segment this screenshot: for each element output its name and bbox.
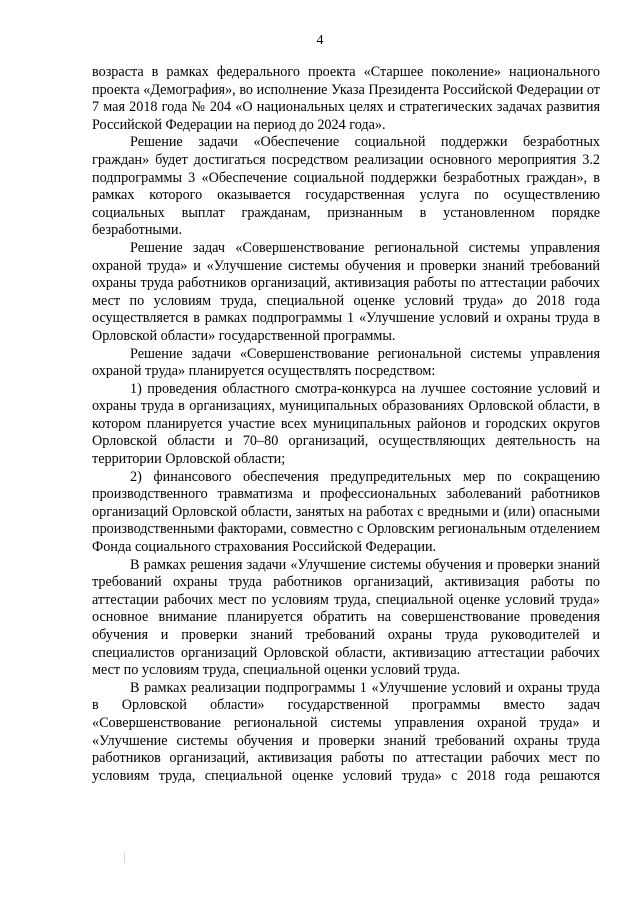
list-item-paragraph: 2) финансового обеспечения предупредительных мер по сокращению производственного травматизма и профессиональных заболеваний работников организаций Орловской области, занятых на работах с вредными и (или) опасными производственными факторами, совместно с Орловским региональным отделением Фонда социального страхования Российской Федерации. xyxy=(92,468,600,556)
paragraph: В рамках реализации подпрограммы 1 «Улучшение условий и охраны труда в Орловской области» государственной программы вместо задач «Совершенствование региональной системы управления охраной труда» и «Улучшение системы обучения и проверки знаний требований охраны труда работников организаций, активизация работы по аттестации рабочих мест по условиям труда, специальной оценке условий труда» с 2018 года решаются xyxy=(92,679,600,784)
paragraph: В рамках решения задачи «Улучшение системы обучения и проверки знаний требований охраны труда работников организаций, активизация работы по аттестации рабочих мест по условиям труда, специальной оценке условий труда» основное внимание планируется обратить на совершенствование проведения обучения и проверки знаний требований охраны труда руководителей и специалистов организаций Орловской области, активизацию аттестации рабочих мест по условиям труда, специальной оценки условий труда. xyxy=(92,556,600,679)
list-item-paragraph: 1) проведения областного смотра-конкурса на лучшее состояние условий и охраны труда в организациях, муниципальных образованиях Орловской области, в котором планируется участие всех муниципальных районов и городских округов Орловской области и 70–80 организаций, осуществляющих деятельность на территории Орловской области; xyxy=(92,380,600,468)
paragraph: возраста в рамках федерального проекта «Старшее поколение» национального проекта «Демография», во исполнение Указа Президента Российской Федерации от 7 мая 2018 года № 204 «О национальных целях и стратегических задачах развития Российской Федерации на период до 2024 года». xyxy=(92,64,600,133)
paragraph: Решение задачи «Совершенствование региональной системы управления охраной труда» планируется осуществлять посредством: xyxy=(92,345,600,380)
paragraph: Решение задач «Совершенствование региональной системы управления охраной труда» и «Улучшение системы обучения и проверки знаний требований охраны труда работников организаций, активизация работы по аттестации рабочих мест по условиям труда, специальной оценке условий труда» до 2018 года осуществляется в рамках подпрограммы 1 «Улучшение условий и охраны труда в Орловской области» государственной программы. xyxy=(92,239,600,344)
paragraph: Решение задачи «Обеспечение социальной поддержки безработных граждан» будет достигаться посредством реализации основного мероприятия 3.2 подпрограммы 3 «Обеспечение социальной поддержки безработных граждан», в рамках которого оказывается государственная услуга по осуществлению социальных выплат гражданам, признанным в установленном порядке безработными. xyxy=(92,134,600,239)
page-number: 4 xyxy=(316,33,324,48)
document-body xyxy=(92,64,600,785)
scan-artifact xyxy=(124,853,125,863)
